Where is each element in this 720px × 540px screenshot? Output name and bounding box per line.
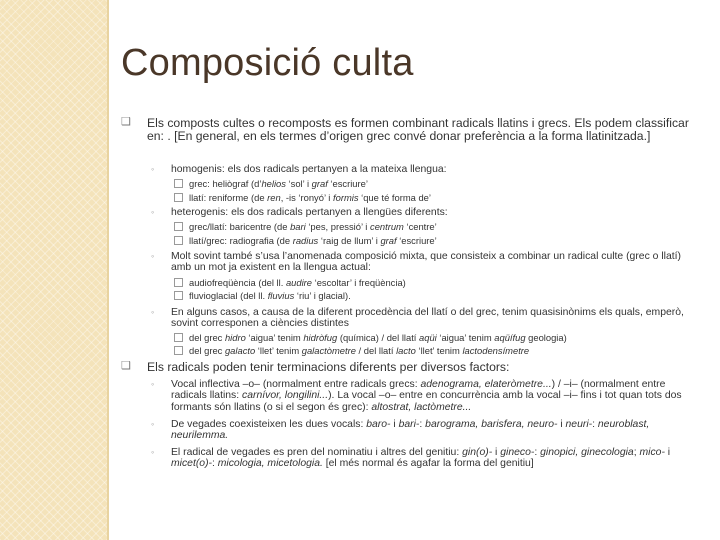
- item-text: i: [390, 419, 399, 430]
- item-text: ) / –i– (normalment entre radicals llatins:: [171, 379, 666, 402]
- checkbox-bullet-icon: [174, 236, 183, 245]
- circle-bullet-icon: ◦: [151, 164, 155, 174]
- example-text: del grec: [189, 345, 225, 356]
- paragraph-composts: [121, 116, 692, 143]
- example-text: llatí: reniforme (de: [189, 192, 268, 203]
- example-italic: helios: [261, 178, 286, 189]
- example-text: ‘raig de llum’ i: [318, 235, 381, 246]
- example-italic: galacto: [224, 345, 256, 356]
- item-nominatiu-genitiu: [151, 447, 695, 470]
- item-text: El radical de vegades es pren del nominatiu i altres del genitiu:: [171, 447, 463, 458]
- example-text: ‘riu’ i glacial).: [294, 290, 351, 301]
- example-italic: bari: [290, 221, 306, 232]
- circle-bullet-icon: ◦: [151, 379, 155, 389]
- example-text: grec: heliògraf (d’: [189, 178, 262, 189]
- item-italic: mico-: [639, 447, 665, 458]
- item-text: :: [534, 447, 541, 458]
- example-italic: formis: [333, 192, 359, 203]
- example-text: ‘aigua’ tenim: [245, 332, 304, 343]
- item-italic: baro-: [366, 419, 391, 430]
- item-italic: micet(o)-: [171, 458, 212, 470]
- item-italic: ginopici, ginecologia: [540, 447, 634, 458]
- item-text: Molt sovint també s’usa l’anomenada composició mixta, que consisteix a combinar un radical culte (grec o llatí) amb un mot ja existent en la llengua actual:: [171, 251, 681, 274]
- decorative-side-stripe: [0, 0, 107, 540]
- example-text: geologia): [525, 332, 567, 343]
- example-text: ‘escriure’: [327, 178, 368, 189]
- example-galacto: [189, 345, 689, 356]
- example-grec-llati: [189, 221, 689, 232]
- item-italic: neuroblast, neurilemma.: [171, 419, 650, 442]
- example-text: ‘escoltar’ i freqüència): [312, 277, 406, 288]
- circle-bullet-icon: ◦: [151, 419, 155, 429]
- item-text: :: [592, 419, 598, 430]
- item-text: i: [492, 447, 501, 458]
- stripe-divider: [107, 0, 109, 540]
- checkbox-bullet-icon: [174, 346, 183, 355]
- example-text: , -is ‘ronyó’ i: [280, 192, 333, 203]
- square-bullet-icon: ❑: [121, 360, 131, 372]
- example-italic: fluvius: [267, 290, 295, 301]
- example-text: grec/llatí: baricentre (de: [189, 221, 291, 232]
- example-italic: aqüífug: [494, 332, 526, 343]
- example-text: ‘llet’ tenim: [415, 345, 463, 356]
- item-text: :: [211, 458, 218, 470]
- item-homogenis: [151, 164, 695, 175]
- example-italic: galactòmetre: [301, 345, 356, 356]
- checkbox-bullet-icon: [174, 193, 183, 202]
- example-text: ‘centre’: [403, 221, 437, 232]
- example-italic: radius: [292, 235, 319, 246]
- example-text: ‘llet’ tenim: [255, 345, 302, 356]
- example-text: ‘pes, pressió’ i: [305, 221, 370, 232]
- item-italic: barograma, barisfera, neuro-: [425, 419, 558, 430]
- checkbox-bullet-icon: [174, 179, 183, 188]
- example-italic: ren: [267, 192, 281, 203]
- circle-bullet-icon: ◦: [151, 307, 155, 317]
- circle-bullet-icon: ◦: [151, 251, 155, 261]
- checkbox-bullet-icon: [174, 291, 183, 300]
- item-text: :: [419, 419, 426, 430]
- item-italic: altostrat, lactòmetre...: [371, 401, 472, 413]
- item-text: [el més normal és agafar la forma del genitiu]: [322, 458, 534, 470]
- item-text: homogenis: els dos radicals pertanyen a la mateixa llengua:: [171, 164, 447, 175]
- item-text: heterogenis: els dos radicals pertanyen a llengües diferents:: [171, 207, 448, 218]
- checkbox-bullet-icon: [174, 222, 183, 231]
- example-text: audiofreqüència (del ll.: [189, 277, 286, 288]
- circle-bullet-icon: ◦: [151, 447, 155, 457]
- paragraph-terminacions: [121, 360, 692, 374]
- item-quasisinonims: [151, 307, 695, 330]
- checkbox-bullet-icon: [174, 333, 183, 342]
- example-llati-grec: [189, 235, 689, 246]
- item-text: Vocal inflectiva –o– (normalment entre radicals grecs:: [171, 379, 421, 390]
- item-text: De vegades coexisteixen les dues vocals:: [171, 419, 367, 430]
- square-bullet-icon: ❑: [121, 116, 131, 128]
- example-text: ‘aigua’ tenim: [436, 332, 495, 343]
- item-italic: carnívor, longilini...: [242, 390, 329, 402]
- item-dues-vocals: [151, 419, 695, 442]
- item-text: ;: [633, 447, 640, 458]
- example-text: llatí/grec: radiografia (de: [189, 235, 293, 246]
- item-text: ). La vocal –o– entre en concurrència amb la vocal –i– fins i tot quan tots dos formants són llatins (o si el segon és grec):: [171, 390, 682, 413]
- example-italic: graf: [311, 178, 328, 189]
- example-text: (química) / del llatí: [337, 332, 420, 343]
- example-grec: [189, 178, 689, 189]
- item-text: i: [557, 419, 566, 430]
- example-audiofrequencia: [189, 277, 689, 288]
- example-italic: lacto: [396, 345, 416, 356]
- item-heterogenis: [151, 207, 695, 218]
- example-italic: centrum: [370, 221, 404, 232]
- slide-title: Composició culta: [121, 42, 414, 84]
- example-italic: hidro: [224, 332, 246, 343]
- example-text: fluvioglacial (del ll.: [189, 290, 268, 301]
- item-italic: adenograma, elateròmetre...: [420, 379, 552, 390]
- example-fluvioglacial: [189, 290, 689, 301]
- example-italic: hidròfug: [303, 332, 338, 343]
- item-italic: gineco-: [500, 447, 535, 458]
- item-italic: micologia, micetologia.: [217, 458, 323, 470]
- item-italic: neuri-: [565, 419, 593, 430]
- example-text: ‘que té forma de’: [358, 192, 431, 203]
- paragraph-text: Els radicals poden tenir terminacions diferents per diversos factors:: [147, 360, 510, 374]
- example-text: ‘escriure’: [396, 235, 437, 246]
- example-llati: [189, 192, 689, 203]
- example-text: ‘sol’ i: [285, 178, 312, 189]
- item-text: En alguns casos, a causa de la diferent procedència del llatí o del grec, tenim quasisinònims els quals, emperò, sovint corresponen a ciències distintes: [171, 307, 684, 330]
- item-italic: gin(o)-: [462, 447, 493, 458]
- item-text: i: [664, 447, 671, 458]
- paragraph-text: Els composts cultes o recomposts es formen combinant radicals llatins i grecs. Els podem classificar en: . [En general, en els termes d’origen grec convé donar preferència a la forma llatinitzada.]: [147, 116, 689, 143]
- example-text: del grec: [189, 332, 225, 343]
- checkbox-bullet-icon: [174, 278, 183, 287]
- item-vocal-inflectiva: [151, 379, 695, 413]
- example-italic: aqüi: [419, 332, 437, 343]
- example-italic: graf: [380, 235, 397, 246]
- example-italic: lactodensímetre: [462, 345, 530, 356]
- item-italic: bari-: [398, 419, 420, 430]
- circle-bullet-icon: ◦: [151, 207, 155, 217]
- example-hidro: [189, 332, 689, 343]
- example-text: / del llatí: [355, 345, 397, 356]
- example-italic: audire: [285, 277, 312, 288]
- item-composicio-mixta: [151, 251, 695, 274]
